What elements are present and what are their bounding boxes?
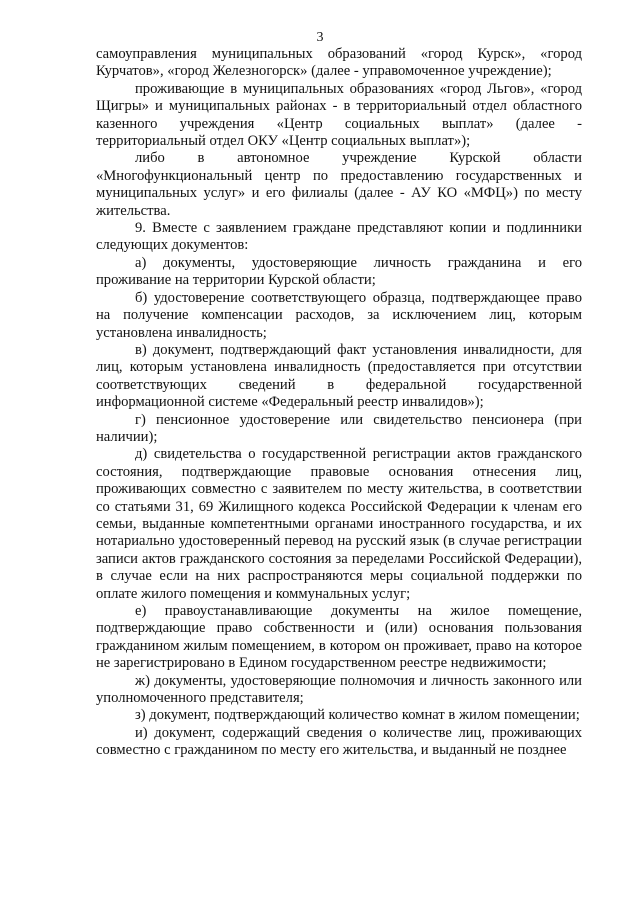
page-number: 3 xyxy=(316,30,324,45)
paragraph: проживающие в муниципальных образованиях «город Льгов», «город Щигры» и муниципальных районах - в территориальный отдел областного казенного учреждения «Центр социальных выплат» (далее - территориальный отдел ОКУ «Центр социальных выплат»); xyxy=(96,80,582,150)
list-item-g: г) пенсионное удостоверение или свидетельство пенсионера (при наличии); xyxy=(96,411,582,445)
document-body xyxy=(96,46,582,760)
list-item-e: е) правоустанавливающие документы на жилое помещение, подтверждающие право собственности и (или) основания пользования гражданином жилым помещением, в котором он проживает, право на которое не зарегистрировано в Едином государственном реестре недвижимости; xyxy=(96,603,582,672)
paragraph: либо в автономное учреждение Курской области «Многофункциональный центр по предоставлению государственных и муниципальных услуг» и его филиалы (далее - АУ КО «МФЦ») по месту жительства. xyxy=(96,150,582,219)
list-item-a: а) документы, удостоверяющие личность гражданина и его проживание на территории Курской области; xyxy=(96,254,582,289)
list-item-zh: ж) документы, удостоверяющие полномочия и личность законного или уполномоченного представителя; xyxy=(96,672,582,707)
paragraph-item-9: 9. Вместе с заявлением граждане представляют копии и подлинники следующих документов: xyxy=(96,220,582,254)
list-item-b: б) удостоверение соответствующего образца, подтверждающее право на получение компенсации расходов, за исключением лиц, которым установлена инвалидность; xyxy=(96,289,582,341)
paragraph: самоуправления муниципальных образований «город Курск», «город Курчатов», «город Железногорск» (далее - управомоченное учреждение); xyxy=(96,46,582,80)
list-item-d: д) свидетельства о государственной регистрации актов гражданского состояния, подтверждающие правовые основания отнесения лиц, проживающих совместно с заявителем по месту жительства, в соответствии со статьями 31, 69 Жилищного кодекса Российской Федерации к членам его семьи, выданные компетентными органами иностранного государства, и их нотариально удостоверенный перевод на русский язык (в случае регистрации записи актов гражданского состояния за переделами Российской Федерации), в случае если на них распространяются меры социальной поддержки по оплате жилого помещения и коммунальных услуг; xyxy=(96,446,582,602)
list-item-v: в) документ, подтверждающий факт установления инвалидности, для лиц, которым установлена инвалидность (предоставляется при отсутствии соответствующих сведений в федеральной государственной информационной системе «Федеральный реестр инвалидов»); xyxy=(96,341,582,411)
list-item-z: з) документ, подтверждающий количество комнат в жилом помещении; xyxy=(135,707,580,724)
list-item-i: и) документ, содержащий сведения о количестве лиц, проживающих совместно с гражданином по месту его жительства, и выданный не позднее xyxy=(96,724,582,759)
